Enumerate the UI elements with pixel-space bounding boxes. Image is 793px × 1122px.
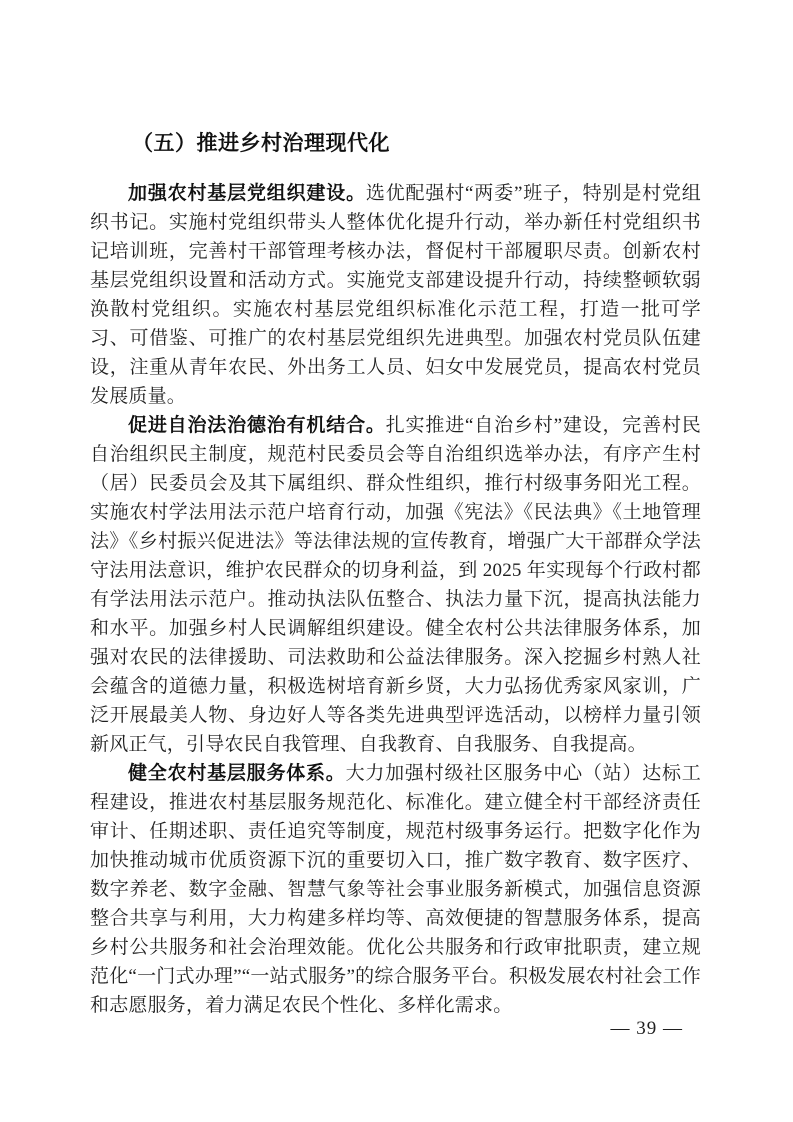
paragraph-lead: 健全农村基层服务体系。	[128, 763, 346, 784]
paragraph-grassroots-services	[90, 759, 701, 1020]
paragraph-governance-integration	[90, 411, 701, 759]
paragraph-body: 扎实推进“自治乡村”建设，完善村民自治组织民主制度，规范村民委员会等自治组织选举办法，有序产生村（居）民委员会及其下属组织、群众性组织，推行村级事务阳光工程。实施农村学法用法示范户培育行动，加强《宪法》《民法典》《土地管理法》《乡村振兴促进法》等法律法规的宣传教育，增强广大干部群众学法守法用法意识，维护农民群众的切身利益，到 2025 年实现每个行政村都有学法用法示范户。推动执法队伍整合、执法力量下沉，提高执法能力和水平。加强乡村人民调解组织建设。健全农村公共法律服务体系，加强对农民的法律援助、司法救助和公益法律服务。深入挖掘乡村熟人社会蕴含的道德力量，积极选树培育新乡贤，大力弘扬优秀家风家训，广泛开展最美人物、身边好人等各类先进典型评选活动，以榜样力量引领新风正气，引导农民自我管理、自我教育、自我服务、自我提高。	[90, 415, 701, 755]
page-number: — 39 —	[610, 1018, 683, 1039]
paragraph-body: 选优配强村“两委”班子，特别是村党组织书记。实施村党组织带头人整体优化提升行动，举办新任村党组织书记培训班，完善村干部管理考核办法，督促村干部履职尽责。创新农村基层党组织设置和活动方式。实施党支部建设提升行动，持续整顿软弱涣散村党组织。实施农村基层党组织标准化示范工程，打造一批可学习、可借鉴、可推广的农村基层党组织先进典型。加强农村党员队伍建设，注重从青年农民、外出务工人员、妇女中发展党员，提高农村党员发展质量。	[90, 183, 701, 407]
paragraph-lead: 促进自治法治德治有机结合。	[128, 415, 386, 436]
paragraph-party-organization	[90, 179, 701, 411]
paragraph-body: 大力加强村级社区服务中心（站）达标工程建设，推进农村基层服务规范化、标准化。建立健全村干部经济责任审计、任期述职、责任追究等制度，规范村级事务运行。把数字化作为加快推动城市优质资源下沉的重要切入口，推广数字教育、数字医疗、数字养老、数字金融、智慧气象等社会事业服务新模式，加强信息资源整合共享与利用，大力构建多样均等、高效便捷的智慧服务体系，提高乡村公共服务和社会治理效能。优化公共服务和行政审批职责，建立规范化“一门式办理”“一站式服务”的综合服务平台。积极发展农村社会工作和志愿服务，着力满足农民个性化、多样化需求。	[90, 763, 701, 1016]
paragraph-lead: 加强农村基层党组织建设。	[128, 183, 366, 204]
section-heading: （五）推进乡村治理现代化	[132, 132, 390, 155]
